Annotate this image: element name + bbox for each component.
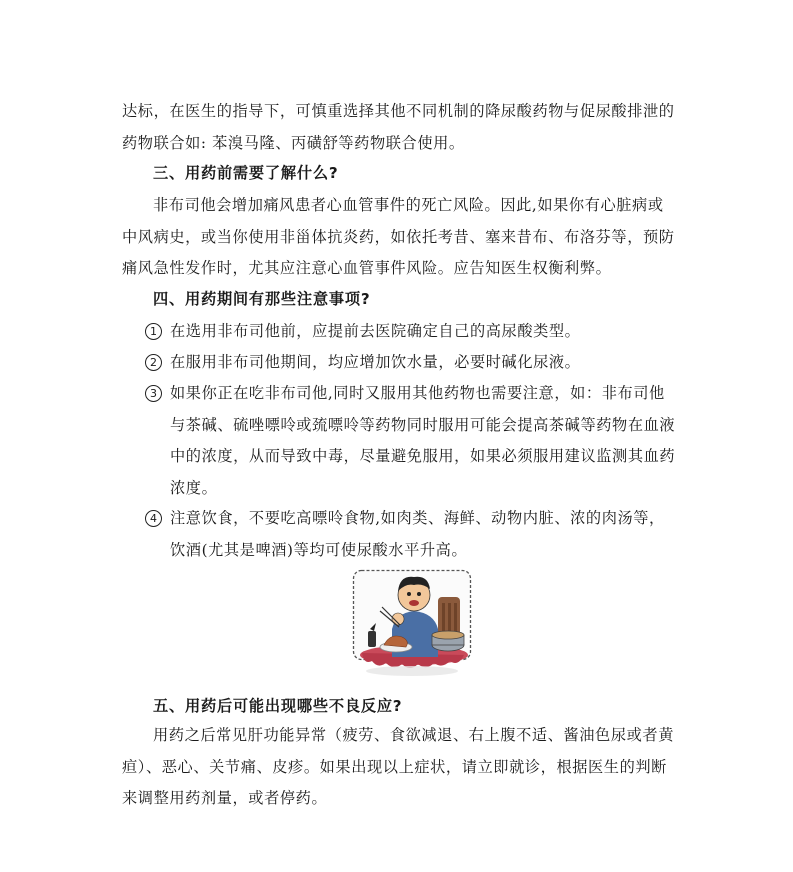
before-use-paragraph: 非布司他会增加痛风患者心血管事件的死亡风险。因此,如果你有心脏病或中风病史，或当你使用非甾体抗炎药，如依托考昔、塞来昔布、布洛芬等，预防痛风急性发作时，尤其应注意心血管事件风险。应告知医生权衡利弊。 (122, 196, 675, 277)
section-3-heading: 三、用药前需要了解什么? (153, 164, 339, 182)
precaution-text: 在服用非布司他期间，均应增加饮水量，必要时碱化尿液。 (170, 353, 581, 371)
shadow (366, 666, 458, 676)
intro-paragraph: 达标，在医生的指导下，可慎重选择其他不同机制的降尿酸药物与促尿酸排泄的药物联合如: 苯溴马隆、丙磺舒等药物联合使用。 (122, 102, 675, 152)
circled-number-2: 2 (145, 354, 162, 371)
section-4-heading: 四、用药期间有那些注意事项? (153, 290, 371, 308)
circled-number-1: 1 (145, 323, 162, 340)
circled-number-3: 3 (145, 385, 162, 402)
man-eating-meat-illustration (352, 569, 472, 679)
precaution-text: 注意饮食，不要吃高嘌呤食物,如肉类、海鲜、动物内脏、浓的肉汤等，饮酒(尤其是啤酒)等均可使尿酸水平升高。 (170, 509, 665, 559)
mouth (409, 600, 419, 606)
precaution-text: 如果你正在吃非布司他,同时又服用其他药物也需要注意，如：非布司他与茶碱、硫唑嘌呤或巯嘌呤等药物同时服用可能会提高茶碱等药物在血液中的浓度，从而导致中毒，尽量避免服用，如果必须服用建议监测其血药浓度。 (170, 384, 676, 497)
precaution-text: 在选用非布司他前，应提前去医院确定自己的高尿酸类型。 (170, 322, 581, 340)
circled-number-4: 4 (145, 510, 162, 527)
precaution-item-4 (145, 503, 678, 566)
precaution-item-1 (145, 316, 678, 348)
precaution-item-3 (145, 378, 678, 504)
section-5-heading: 五、用药后可能出现哪些不良反应? (153, 697, 403, 715)
side-effects-paragraph: 用药之后常见肝功能异常（疲劳、食欲减退、右上腹不适、酱油色尿或者黄疸）、恶心、关节痛、皮疹。如果出现以上症状，请立即就诊，根据医生的判断来调整用药剂量，或者停药。 (122, 726, 674, 807)
precaution-item-2 (145, 347, 678, 379)
